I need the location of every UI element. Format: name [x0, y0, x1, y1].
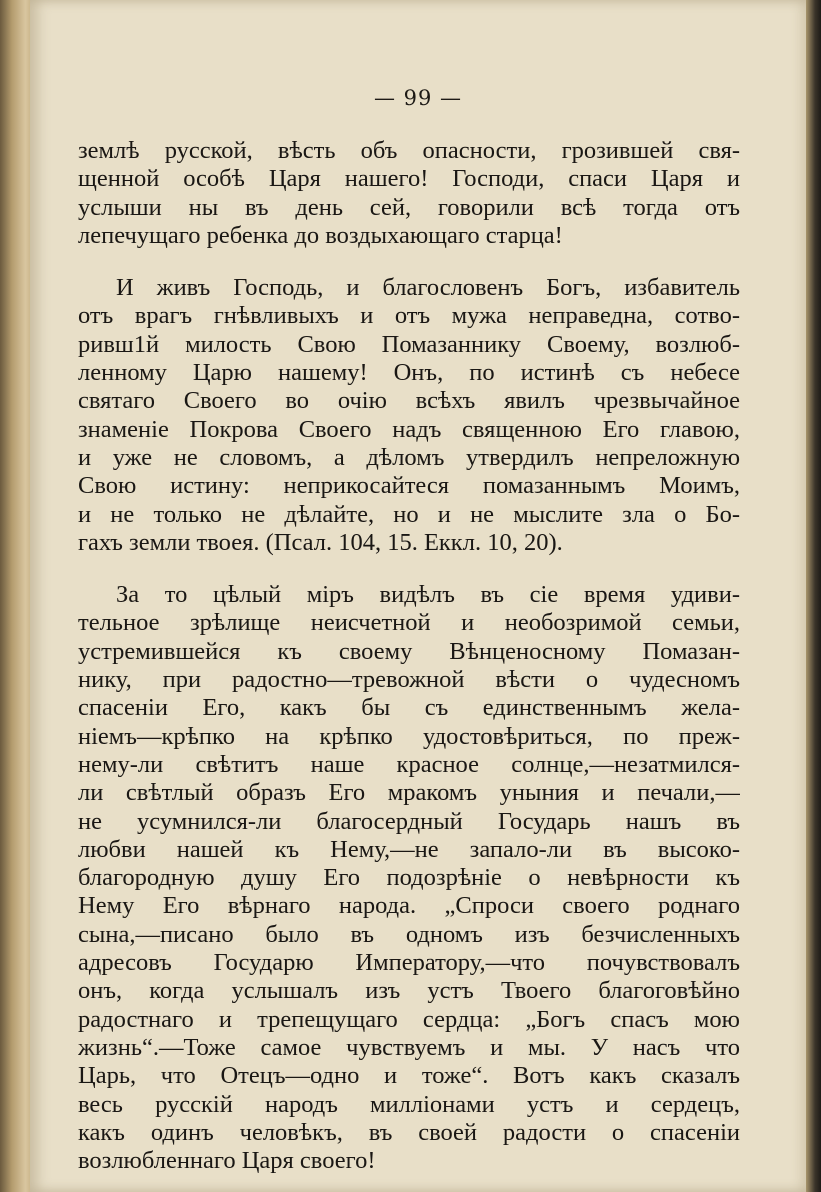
text-line: ленному Царю нашему! Онъ, по истинѣ съ небесе	[78, 359, 740, 387]
page-edge-shadow	[806, 0, 821, 1192]
text-line: землѣ русской, вѣсть объ опасности, грозившей свя-	[78, 137, 740, 164]
text-line: и не только не дѣлайте, но и не мыслите зла о Бо-	[78, 500, 740, 528]
body-text	[78, 137, 740, 1175]
text-line: благородную душу Его подозрѣнiе о невѣрности къ	[78, 864, 740, 892]
text-line: нему-ли свѣтитъ наше красное солнце,—незатмился-	[78, 750, 740, 778]
text-line: И живъ Господь, и благословенъ Богъ, избавитель	[116, 274, 740, 302]
facing-page-edge	[0, 0, 30, 1192]
text-line: щенной особѣ Царя нашего! Господи, спаси Царя и	[78, 165, 740, 193]
text-line: весь русскiй народъ миллiонами устъ и сердецъ,	[78, 1090, 740, 1118]
text-line: не усумнился-ли благосердный Государь нашъ въ	[78, 807, 740, 835]
text-line: Свою истину: неприкосайтеся помазаннымъ Моимъ,	[78, 472, 740, 500]
text-line: радостнаго и трепещущаго сердца: „Богъ спасъ мою	[78, 1005, 740, 1033]
page-number: — 99 —	[373, 86, 463, 110]
paragraph-2	[78, 274, 740, 557]
text-line: лепечущаго ребенка до воздыхающаго старца!	[78, 221, 563, 249]
text-line: онъ, когда услышалъ изъ устъ Твоего благоговѣйно	[78, 977, 740, 1005]
text-line: тельное зрѣлище неисчетной и необозримой семьи,	[78, 609, 740, 637]
text-line: знаменiе Покрова Своего надъ священною Его главою,	[78, 415, 740, 443]
text-line: и уже не словомъ, а дѣломъ утвердилъ непреложную	[78, 443, 740, 471]
book-page	[30, 0, 806, 1192]
text-line: сына,—писано было въ одномъ изъ безчисленныхъ	[78, 920, 740, 948]
paragraph-3	[78, 581, 740, 1175]
text-line: ли свѣтлый образъ Его мракомъ уныния и печали,—	[78, 779, 740, 807]
text-line: отъ врагъ гнѣвливыхъ и отъ мужа неправедна, сотво-	[78, 302, 740, 330]
text-line: нику, при радостно—тревожной вѣсти о чудесномъ	[78, 666, 740, 694]
text-line: ривш1й милость Свою Помазаннику Своему, возлюб-	[78, 330, 740, 358]
text-line: возлюбленнаго Царя своего!	[78, 1147, 376, 1175]
text-line: святаго Своего во очiю всѣхъ явилъ чрезвычайное	[78, 387, 740, 415]
text-line: адресовъ Государю Императору,—что почувствовалъ	[78, 949, 740, 977]
text-line: спасенiи Его, какъ бы съ единственнымъ жела-	[78, 694, 740, 722]
text-line: гахъ земли твоея. (Псал. 104, 15. Еккл. 10, 20).	[78, 528, 563, 556]
text-line: услыши ны въ день сей, говорили всѣ тогда отъ	[78, 193, 740, 221]
text-line: Нему Его вѣрнаго народа. „Спроси своего роднаго	[78, 892, 740, 920]
text-line: какъ одинъ человѣкъ, въ своей радости о спасенiи	[78, 1118, 740, 1146]
text-line: Царь, что Отецъ—одно и тоже“. Вотъ какъ сказалъ	[78, 1062, 740, 1090]
text-line: За то цѣлый мiръ видѣлъ въ сiе время удиви-	[116, 581, 740, 609]
paragraph-1	[78, 137, 740, 250]
text-line: любви нашей къ Нему,—не запало-ли въ высоко-	[78, 835, 740, 863]
text-line: устремившейся къ своему Вѣнценосному Помазан-	[78, 637, 740, 665]
text-line: жизнь“.—Тоже самое чувствуемъ и мы. У насъ что	[78, 1033, 740, 1061]
text-line: нiемъ—крѣпко на крѣпко удостовѣриться, по преж-	[78, 722, 740, 750]
